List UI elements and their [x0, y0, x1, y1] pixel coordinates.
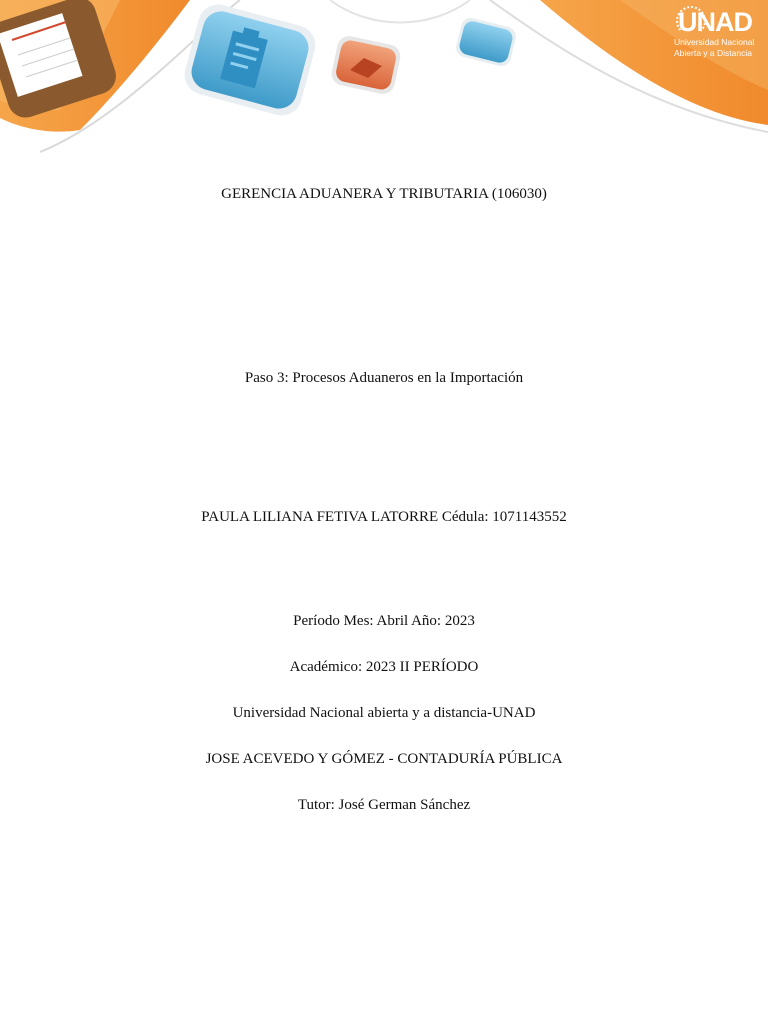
- logo-mark: [678, 8, 760, 36]
- book-icon: [330, 34, 403, 96]
- period-line: Período Mes: Abril Año: 2023: [293, 613, 475, 629]
- unad-logo: [672, 4, 760, 64]
- tutor-name: Tutor: José German Sánchez: [297, 797, 471, 813]
- student-name-id: PAULA LILIANA FETIVA LATORRE Cédula: 1071143552: [201, 509, 567, 525]
- blue-tile-icon: [454, 16, 518, 68]
- logo-wordmark: UNAD: [678, 7, 752, 37]
- course-title: GERENCIA ADUANERA Y TRIBUTARIA (106030): [221, 186, 547, 202]
- decorative-header-graphic: [0, 0, 768, 160]
- assignment-step: Paso 3: Procesos Aduaneros en la Importación: [244, 370, 524, 386]
- logo-ring-icon: [676, 6, 706, 36]
- logo-subtitle-line1: Universidad Nacional: [674, 37, 755, 47]
- logo-subtitle-line2: Abierta y a Distancia: [674, 48, 752, 58]
- header-banner: [0, 0, 768, 160]
- university-name: Universidad Nacional abierta y a distancia-UNAD: [232, 705, 536, 721]
- clipboard-checklist-icon: [180, 0, 320, 120]
- center-program: JOSE ACEVEDO Y GÓMEZ - CONTADURÍA PÚBLICA: [205, 751, 563, 767]
- academic-period: Académico: 2023 II PERÍODO: [289, 659, 479, 675]
